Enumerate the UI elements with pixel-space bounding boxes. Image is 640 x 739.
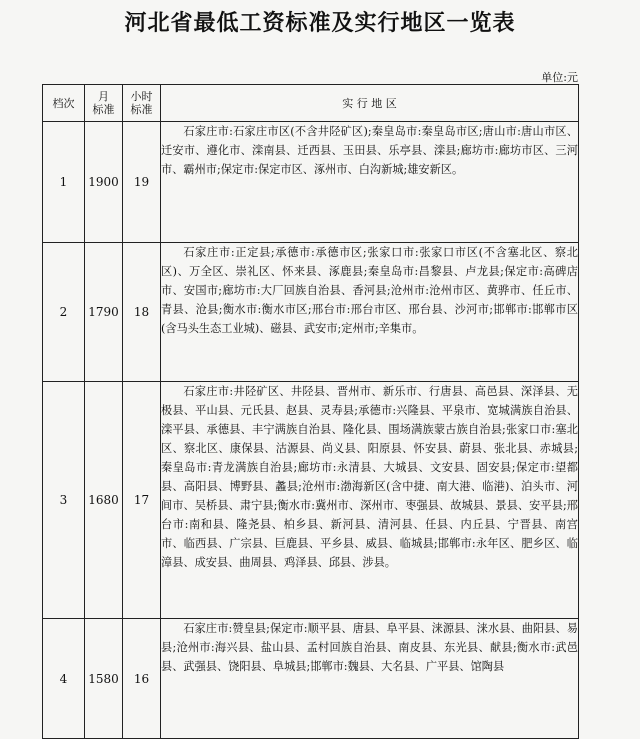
monthly-cell: 1790	[85, 243, 123, 382]
wage-table	[42, 84, 579, 739]
header-tier: 档次	[43, 85, 85, 122]
table-row	[43, 619, 579, 739]
table-row	[43, 382, 579, 619]
table-header-row	[43, 85, 579, 122]
monthly-cell: 1900	[85, 122, 123, 243]
areas-text: 石家庄市:井陉矿区、井陉县、晋州市、新乐市、行唐县、高邑县、深泽县、无极县、平山县、元氏县、赵县、灵寿县;承德市:兴隆县、平泉市、宽城满族自治县、滦平县、承德县、丰宁满族自治县、隆化县、围场满族蒙古族自治县;张家口市:塞北区、察北区、康保县、沽源县、尚义县、阳原县、怀安县、蔚县、张北县、赤城县;秦皇岛市:青龙满族自治县;廊坊市:永清县、大城县、文安县、固安县;保定市:望都县、高阳县、博野县、蠡县;沧州市:渤海新区(含中捷、南大港、临港)、泊头市、河间市、吴桥县、肃宁县;衡水市:冀州市、深州市、枣强县、故城县、景县、安平县;邢台市:南和县、隆尧县、柏乡县、新河县、清河县、任县、内丘县、宁晋县、南宫市、临西县、广宗县、巨鹿县、平乡县、威县、临城县;邯郸市:永年区、肥乡区、临漳县、成安县、曲周县、鸡泽县、邱县、涉县。	[161, 385, 578, 569]
hourly-cell: 19	[123, 122, 161, 243]
hourly-cell: 16	[123, 619, 161, 739]
hourly-cell: 18	[123, 243, 161, 382]
tier-cell: 4	[43, 619, 85, 739]
hourly-cell: 17	[123, 382, 161, 619]
page-title: 河北省最低工资标准及实行地区一览表	[124, 11, 516, 36]
tier-cell: 2	[43, 243, 85, 382]
areas-cell	[161, 619, 579, 739]
areas-cell	[161, 382, 579, 619]
monthly-cell: 1680	[85, 382, 123, 619]
areas-text: 石家庄市:石家庄市区(不含井陉矿区);秦皇岛市:秦皇岛市区;唐山市:唐山市区、迁安市、遵化市、滦南县、迁西县、玉田县、乐亭县、滦县;廊坊市:廊坊市区、三河市、霸州市;保定市:保定市区、涿州市、白沟新城;雄安新区。	[161, 125, 578, 176]
header-hourly: 小时 标准	[123, 85, 161, 122]
header-monthly: 月 标准	[85, 85, 123, 122]
areas-text: 石家庄市:正定县;承德市:承德市区;张家口市:张家口市区(不含塞北区、察北区)、万全区、崇礼区、怀来县、涿鹿县;秦皇岛市:昌黎县、卢龙县;保定市:高碑店市、安国市;廊坊市:大厂回族自治县、香河县;沧州市:沧州市区、黄骅市、任丘市、青县、沧县;衡水市:衡水市区;邢台市:邢台市区、邢台县、沙河市;邯郸市:邯郸市区(含马头生态工业城)、磁县、武安市;定州市;辛集市。	[161, 246, 578, 335]
tier-cell: 1	[43, 122, 85, 243]
tier-cell: 3	[43, 382, 85, 619]
areas-text: 石家庄市:赞皇县;保定市:顺平县、唐县、阜平县、涞源县、涞水县、曲阳县、易县;沧州市:海兴县、盐山县、孟村回族自治县、南皮县、东光县、献县;衡水市:武邑县、武强县、饶阳县、阜城县;邯郸市:魏县、大名县、广平县、馆陶县	[161, 622, 578, 673]
monthly-cell: 1580	[85, 619, 123, 739]
header-areas: 实 行 地 区	[161, 85, 579, 122]
areas-cell	[161, 122, 579, 243]
unit-label: 单位:元	[541, 71, 578, 84]
table-row	[43, 243, 579, 382]
areas-cell	[161, 243, 579, 382]
table-row	[43, 122, 579, 243]
